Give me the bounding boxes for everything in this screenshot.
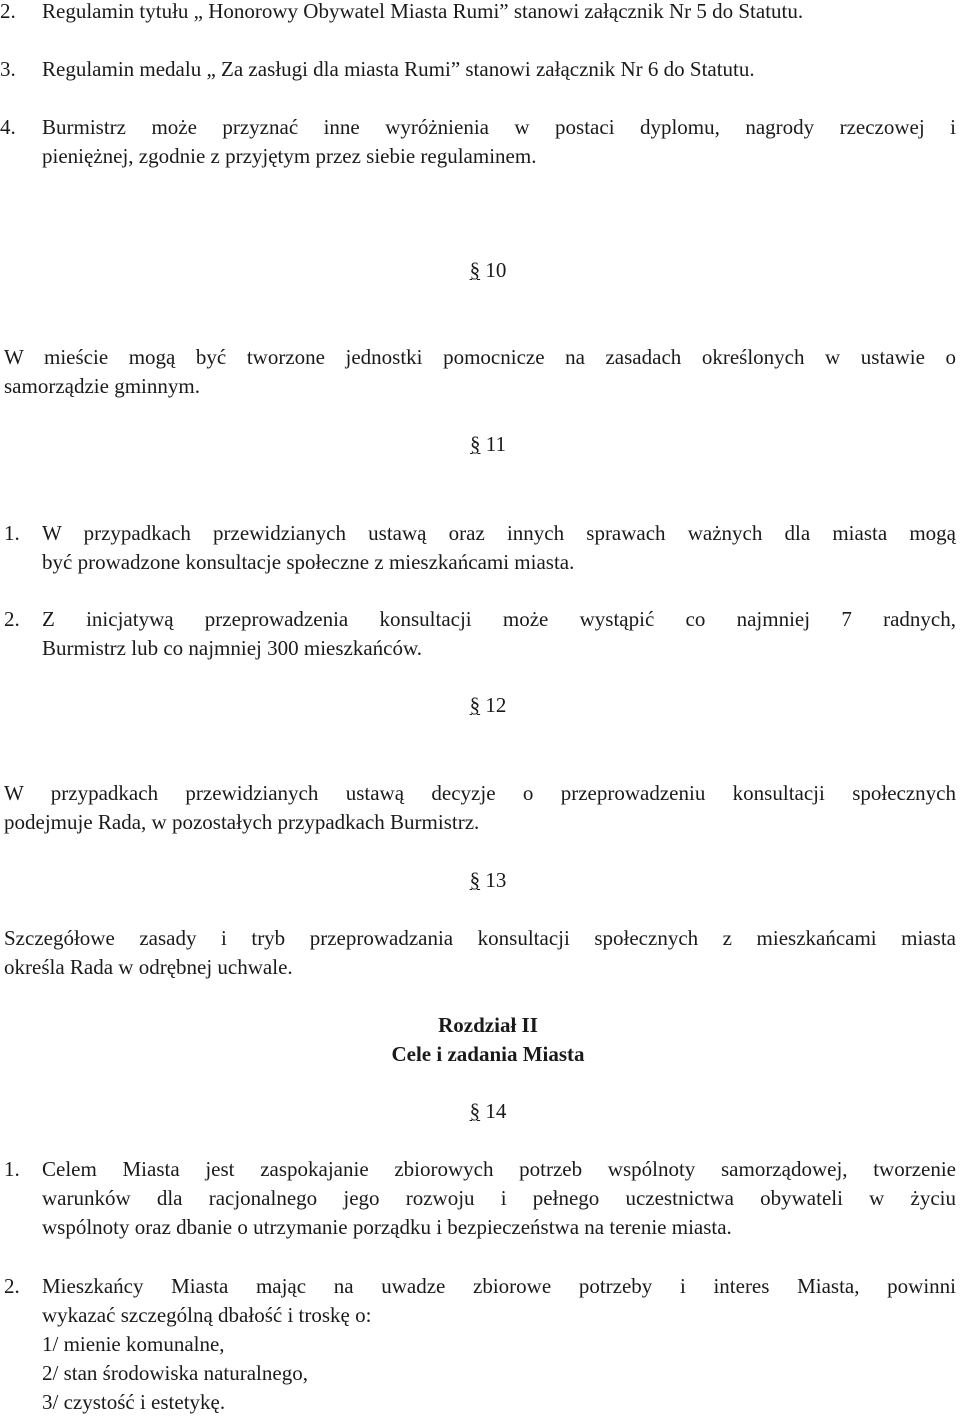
section-heading-13: [0, 866, 960, 895]
paragraph-text: określa Rada w odrębnej uchwale.: [4, 955, 293, 979]
paragraph-text: W mieście mogą być tworzone jednostki pomocnicze na zasadach określonych w ustawie o: [4, 345, 956, 369]
sub-list-text: 3/ czystość i estetykę.: [42, 1390, 226, 1414]
paragraph-text: W przypadkach przewidzianych ustawą decyzje o przeprowadzeniu konsultacji społecznych: [4, 781, 956, 805]
sub-list-text: 1/ mienie komunalne,: [42, 1332, 225, 1356]
paragraph-text: Szczegółowe zasady i tryb przeprowadzania konsultacji społecznych z mieszkańcami miasta: [4, 926, 956, 950]
list-number: 1.: [4, 1157, 20, 1181]
list-text: Celem Miasta jest zaspokajanie zbiorowych potrzeb wspólnoty samorządowej, tworzenie: [42, 1157, 956, 1181]
section-number: 12: [485, 693, 507, 717]
section-number: 10: [485, 258, 507, 282]
list-number: 2.: [4, 607, 20, 631]
list-text: warunków dla racjonalnego jego rozwoju i pełnego uczestnictwa obywateli w życiu: [42, 1186, 956, 1210]
list-text: Regulamin medalu „ Za zasługi dla miasta Rumi” stanowi załącznik Nr 6 do Statutu.: [42, 57, 755, 81]
list-text: wspólnoty oraz dbanie o utrzymanie porządku i bezpieczeństwa na terenie miasta.: [42, 1215, 732, 1239]
paragraph-mark: §: [469, 1099, 481, 1123]
list-text: być prowadzone konsultacje społeczne z mieszkańcami miasta.: [42, 550, 575, 574]
list-text: pieniężnej, zgodnie z przyjętym przez siebie regulaminem.: [42, 144, 537, 168]
paragraph-text: samorządzie gminnym.: [4, 374, 200, 398]
list-text: Mieszkańcy Miasta mając na uwadze zbiorowe potrzeby i interes Miasta, powinni: [42, 1274, 956, 1298]
sub-list-text: 2/ stan środowiska naturalnego,: [42, 1361, 308, 1385]
chapter-title: Rozdział II: [438, 1013, 538, 1037]
section-number: 11: [485, 432, 506, 456]
paragraph-mark: §: [470, 432, 481, 456]
list-text: Regulamin tytułu „ Honorowy Obywatel Miasta Rumi” stanowi załącznik Nr 5 do Statutu.: [42, 0, 804, 23]
list-number: 4.: [0, 115, 16, 139]
section-heading-10: [0, 256, 960, 285]
list-number: 1.: [4, 521, 20, 545]
section-number: 13: [485, 868, 507, 892]
section-heading-14: [0, 1097, 960, 1126]
paragraph-mark: §: [469, 693, 481, 717]
list-number: 2.: [0, 0, 16, 23]
chapter-subtitle: Cele i zadania Miasta: [391, 1042, 585, 1066]
paragraph-mark: §: [469, 258, 481, 282]
list-text: wykazać szczególną dbałość i troskę o:: [42, 1303, 372, 1327]
list-number: 3.: [0, 57, 16, 81]
paragraph-text: podejmuje Rada, w pozostałych przypadkach Burmistrz.: [4, 810, 480, 834]
list-text: Z inicjatywą przeprowadzenia konsultacji może wystąpić co najmniej 7 radnych,: [42, 607, 956, 631]
list-text: Burmistrz lub co najmniej 300 mieszkańców.: [42, 636, 423, 660]
section-heading-12: [0, 691, 960, 720]
paragraph-mark: §: [469, 868, 481, 892]
section-number: 14: [485, 1099, 507, 1123]
list-text: Burmistrz może przyznać inne wyróżnienia w postaci dyplomu, nagrody rzeczowej i: [42, 115, 956, 139]
list-text: W przypadkach przewidzianych ustawą oraz innych sprawach ważnych dla miasta mogą: [42, 521, 956, 545]
list-number: 2.: [4, 1274, 20, 1298]
section-heading-11: [0, 430, 960, 459]
